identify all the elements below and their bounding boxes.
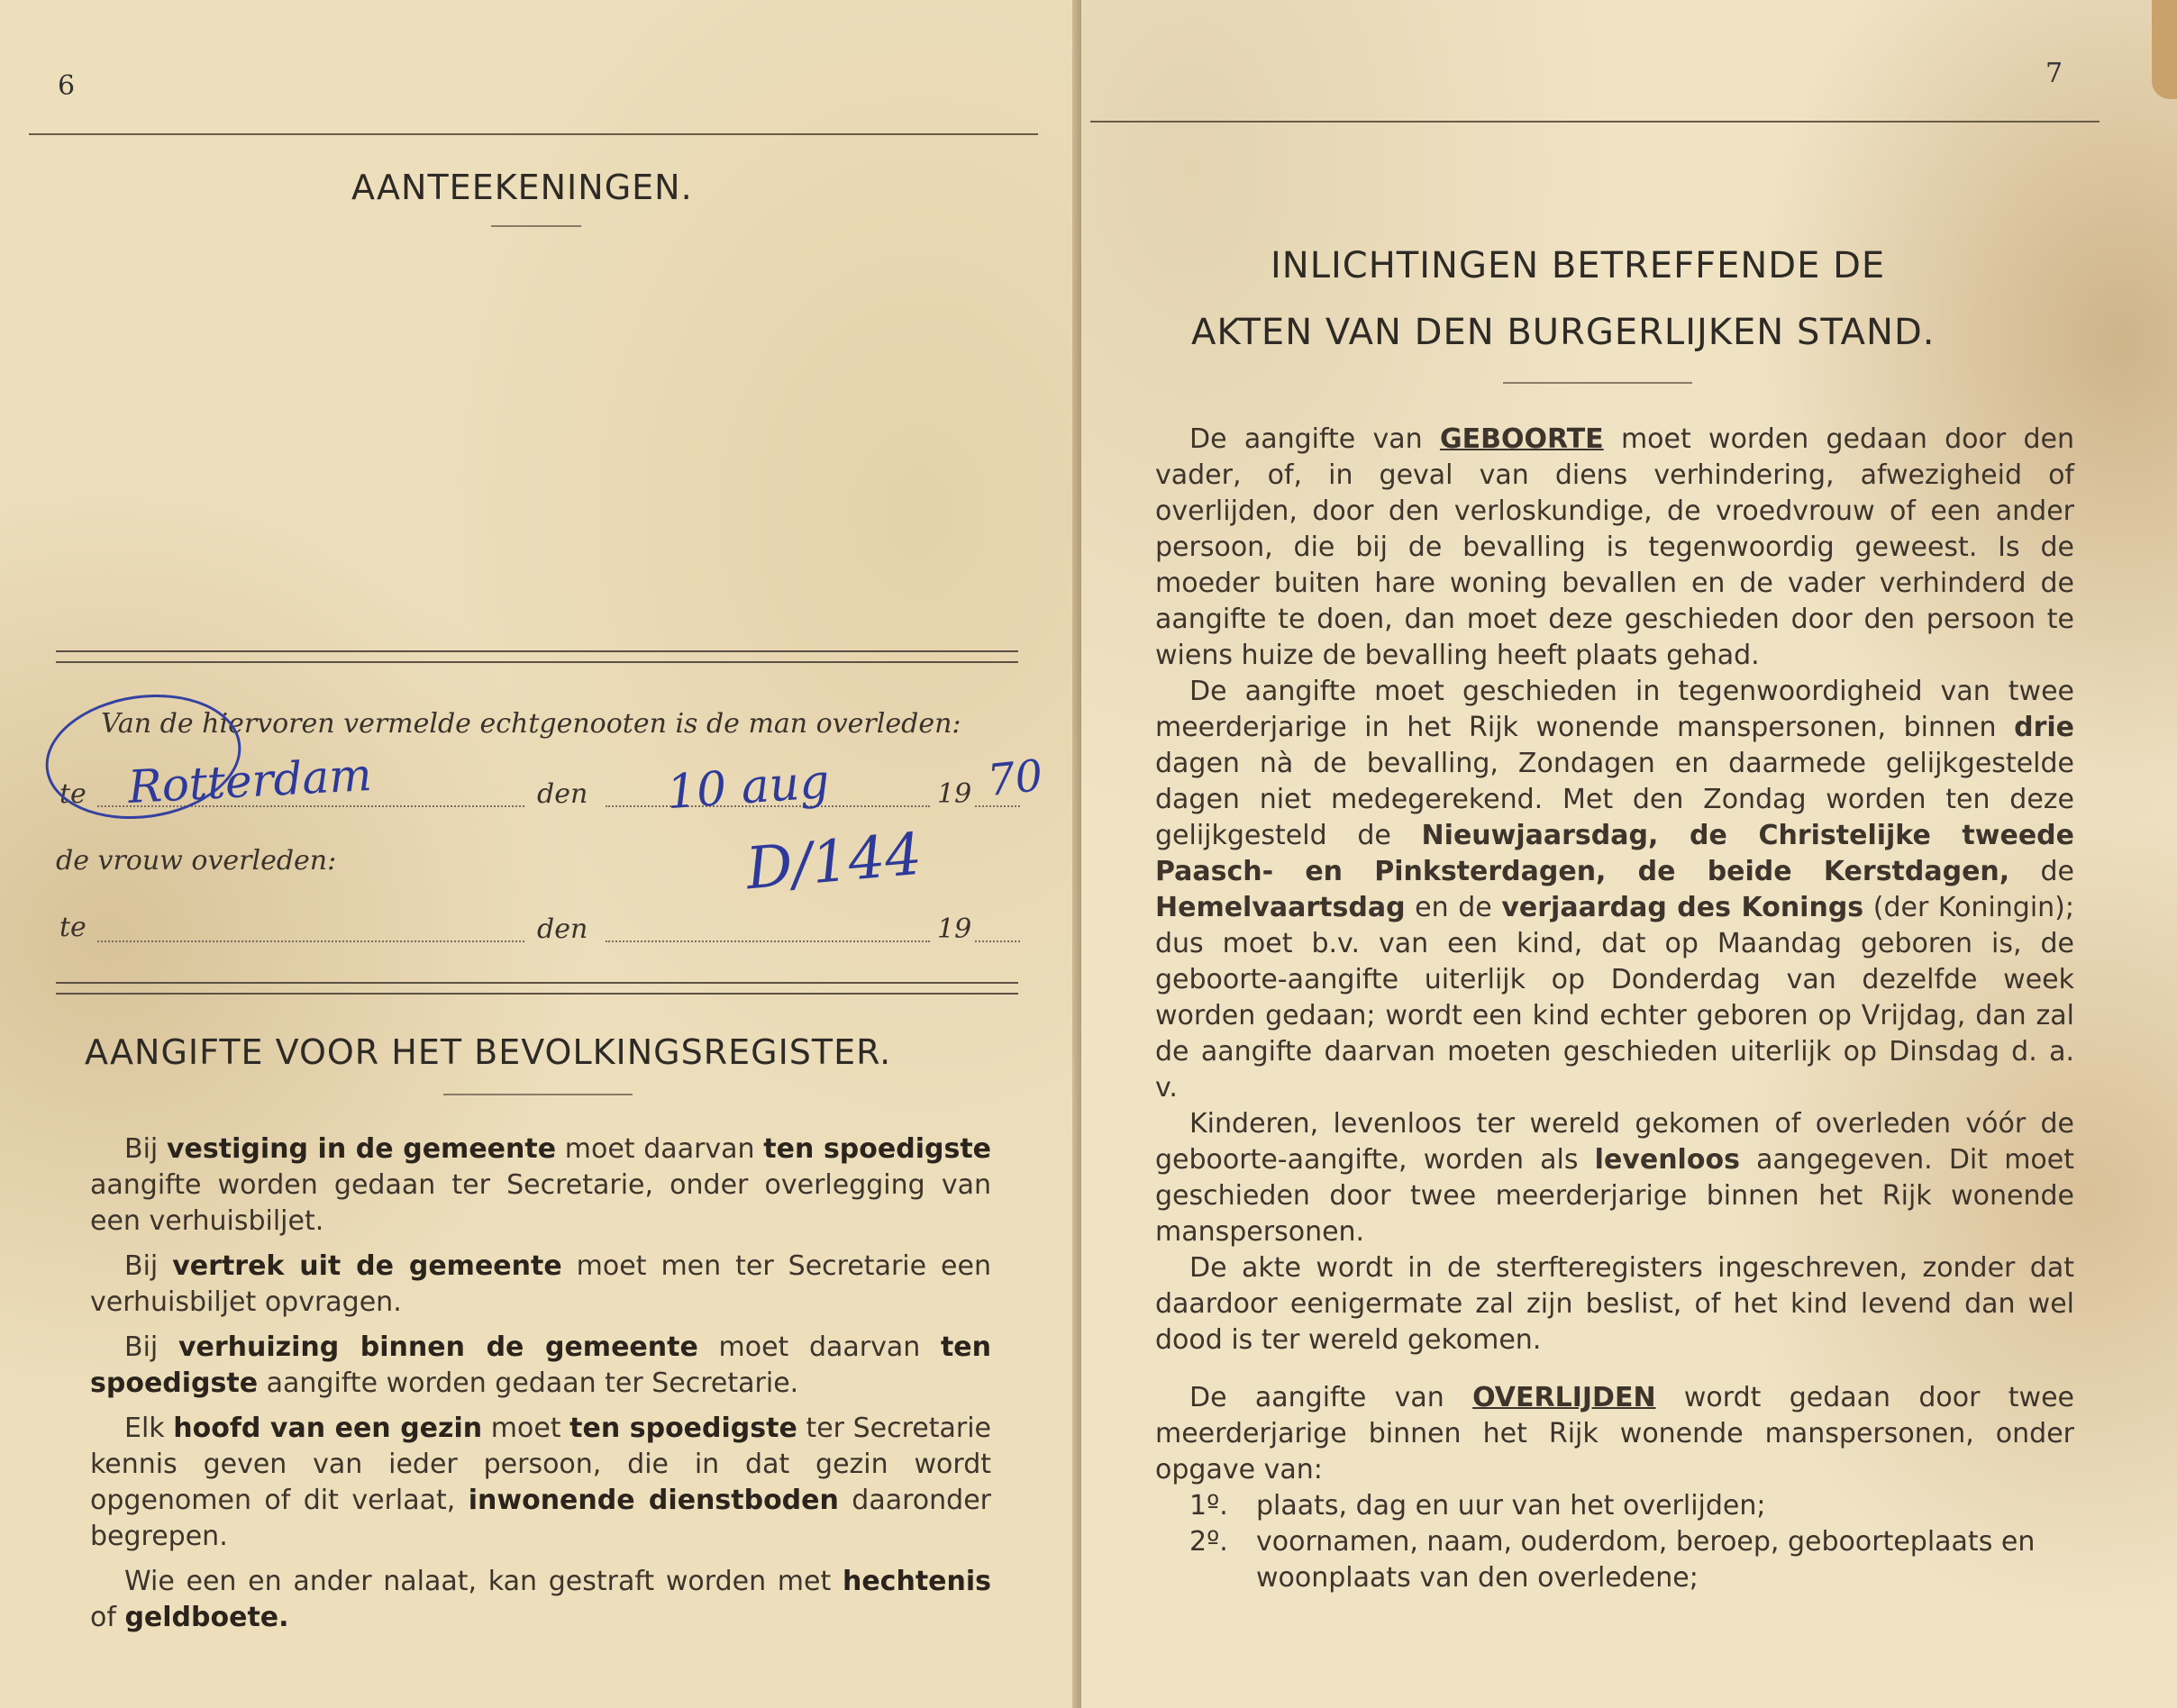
paragraph-text: verjaardag des Konings	[1501, 892, 1864, 923]
paragraph-text: en de	[1405, 892, 1502, 923]
paragraph-text: hoofd van een gezin	[173, 1413, 483, 1444]
paragraph-text: moet daarvan	[556, 1133, 764, 1165]
paragraph-text: verhuizing binnen de gemeente	[178, 1331, 698, 1363]
paragraph-text: inwonende dienstboden	[468, 1485, 839, 1516]
paragraph-text: wordt gedaan door twee meerderjarige binnen het Rijk wonende manspersonen, onder opgave van:	[1155, 1382, 2074, 1485]
form-den2-label: den	[537, 913, 588, 945]
right-paragraph	[1155, 1380, 2074, 1488]
right-paragraph	[1155, 422, 2074, 674]
handwritten-date: 10 aug	[665, 754, 832, 821]
paragraph-text: ten spoedigste	[569, 1413, 797, 1444]
paragraph-text: hechtenis	[842, 1566, 991, 1597]
left-page	[0, 0, 1081, 1708]
handwritten-place: Rotterdam	[126, 748, 373, 814]
paragraph-text: aangifte worden gedaan ter Secretarie.	[258, 1367, 799, 1399]
paragraph-text: GEBOORTE	[1439, 423, 1604, 455]
title-underline	[491, 225, 581, 227]
right-paragraph	[1155, 1250, 2074, 1358]
left-paragraph	[90, 1131, 991, 1240]
paragraph-text: De aangifte van	[1189, 423, 1440, 455]
form-den-label: den	[537, 778, 588, 810]
paragraph-text: drie	[2014, 712, 2074, 743]
paragraph-text: Bij	[124, 1331, 178, 1363]
form-bottom-rule	[56, 982, 1018, 995]
paragraph-text: Hemelvaartsdag	[1155, 892, 1406, 923]
list-item	[1155, 1488, 2074, 1524]
header-rule	[29, 133, 1038, 135]
paragraph-text: Nieuwjaarsdag, de Christelijke tweede Paasch- en Pinksterdagen, de beide Kerstdagen,	[1155, 820, 2074, 887]
paragraph-text: moet men ter Secretarie een verhuisbiljet opvragen.	[90, 1250, 991, 1318]
paragraph-text: Bij	[124, 1133, 167, 1165]
left-paragraph	[90, 1411, 991, 1555]
right-body-text	[1155, 422, 2074, 1596]
paragraph-text: Wie een en ander nalaat, kan gestraft worden met	[124, 1566, 843, 1597]
paragraph-text: daaronder begrepen.	[90, 1485, 991, 1552]
form-line-man: Van de hiervoren vermelde echtgenooten is de man overleden:	[101, 708, 961, 740]
form-top-rule	[56, 650, 1018, 663]
paragraph-text: Bij	[124, 1250, 173, 1282]
date2-dotted-line	[606, 940, 930, 942]
place2-dotted-line	[97, 940, 524, 942]
paragraph-text: of	[90, 1602, 125, 1633]
form-year-label: 19	[937, 778, 972, 810]
right-paragraph	[1155, 1106, 2074, 1250]
paragraph-text: aangifte worden gedaan ter Secretarie, onder overlegging van een verhuisbiljet.	[90, 1169, 991, 1237]
page-title-line1: INLICHTINGEN BETREFFENDE DE	[1271, 245, 1886, 286]
paragraph-text: de	[2009, 856, 2074, 887]
page-tear	[2152, 0, 2177, 99]
year2-dotted-line	[975, 940, 1020, 942]
paragraph-text: moet worden gedaan door den vader, of, in geval van diens verhindering, afwezigheid of overlijden, door den verloskundige, de vroedvrouw of een ander persoon, die bij de bevalling is tegenwoordig geweest. Is de moeder buiten hare woning bevallen en de vader verhinderd de aangifte te doen, dan moet deze geschieden door den persoon te wiens huize de bevalling heeft plaats gehad.	[1155, 423, 2074, 671]
left-paragraph	[90, 1249, 991, 1321]
paragraph-text: ten spoedigste	[763, 1133, 992, 1165]
header-rule	[1090, 121, 2100, 123]
paragraph-text: aangegeven. Dit moet geschieden door twee meerderjarige binnen het Rijk wonende manspersonen.	[1155, 1144, 2074, 1248]
paragraph-text: ter Secretarie kennis geven van ieder persoon, die in dat gezin wordt opgenomen of dit verlaat,	[90, 1413, 992, 1516]
form-te-label: te	[59, 778, 87, 810]
paragraph-text: moet daarvan	[697, 1331, 941, 1363]
paragraph-text: Kinderen, levenloos ter wereld gekomen of overleden vóór de geboorte-aangifte, worden als	[1155, 1108, 2074, 1176]
page-number: 7	[2045, 58, 2063, 89]
left-body-text	[90, 1131, 991, 1645]
list-number: 1º.	[1189, 1490, 1228, 1522]
page-title: AANTEEKENINGEN.	[351, 168, 693, 207]
form-te2-label: te	[59, 912, 87, 943]
list-text: voornamen, naam, ouderdom, beroep, geboorteplaats en woonplaats van den overledene;	[1256, 1526, 2036, 1594]
paragraph-text: moet	[482, 1413, 570, 1444]
left-paragraph	[90, 1564, 991, 1636]
paragraph-text: geldboete.	[124, 1602, 289, 1633]
paragraph-text: De akte wordt in de sterfteregisters ingeschreven, zonder dat daardoor eenigermate zal zijn beslist, of het kind levend dan wel dood is ter wereld gekomen.	[1155, 1252, 2074, 1356]
right-paragraph	[1155, 674, 2074, 1106]
paragraph-text: Elk	[124, 1413, 174, 1444]
year-dotted-line	[975, 805, 1020, 807]
paragraph-text: De aangifte van	[1189, 1382, 1473, 1413]
paragraph-text: vertrek uit de gemeente	[172, 1250, 562, 1282]
section-underline	[443, 1094, 633, 1095]
right-page	[1081, 0, 2177, 1708]
paragraph-text: levenloos	[1594, 1144, 1740, 1176]
left-paragraph	[90, 1330, 991, 1402]
title-underline	[1503, 382, 1692, 384]
section-title: AANGIFTE VOOR HET BEVOLKINGSREGISTER.	[85, 1032, 892, 1072]
paragraph-text: vestiging in de gemeente	[166, 1133, 557, 1165]
list-number: 2º.	[1189, 1526, 1228, 1558]
handwritten-year: 70	[985, 750, 1045, 807]
form-vrouw-label: de vrouw overleden:	[56, 845, 337, 877]
paragraph-text: OVERLIJDEN	[1472, 1382, 1656, 1413]
paragraph-text: dagen nà de bevalling, Zondagen en daarmede gelijkgestelde dagen niet medegerekend. Met den Zondag worden ten deze gelijkgesteld de	[1155, 748, 2074, 851]
form-year2-label: 19	[937, 913, 972, 945]
paragraph-text: ten spoedigste	[90, 1331, 992, 1399]
list-text: plaats, dag en uur van het overlijden;	[1256, 1490, 1766, 1522]
paragraph-text: De aangifte moet geschieden in tegenwoordigheid van twee meerderjarige in het Rijk wonende manspersonen, binnen	[1155, 676, 2074, 743]
page-number: 6	[58, 70, 76, 102]
paragraph-text: (der Koningin); dus moet b.v. van een kind, dat op Maandag geboren is, de geboorte-aangifte uiterlijk op Donderdag van dezelfde week worden gedaan; wordt een kind echter geboren op Vrijdag, dan zal de aangifte daarvan moeten geschieden uiterlijk op Dinsdag d. a. v.	[1155, 892, 2074, 1104]
handwritten-code: D/144	[743, 821, 925, 904]
page-title-line2: AKTEN VAN DEN BURGERLIJKEN STAND.	[1191, 312, 1936, 353]
list-item	[1155, 1524, 2074, 1596]
